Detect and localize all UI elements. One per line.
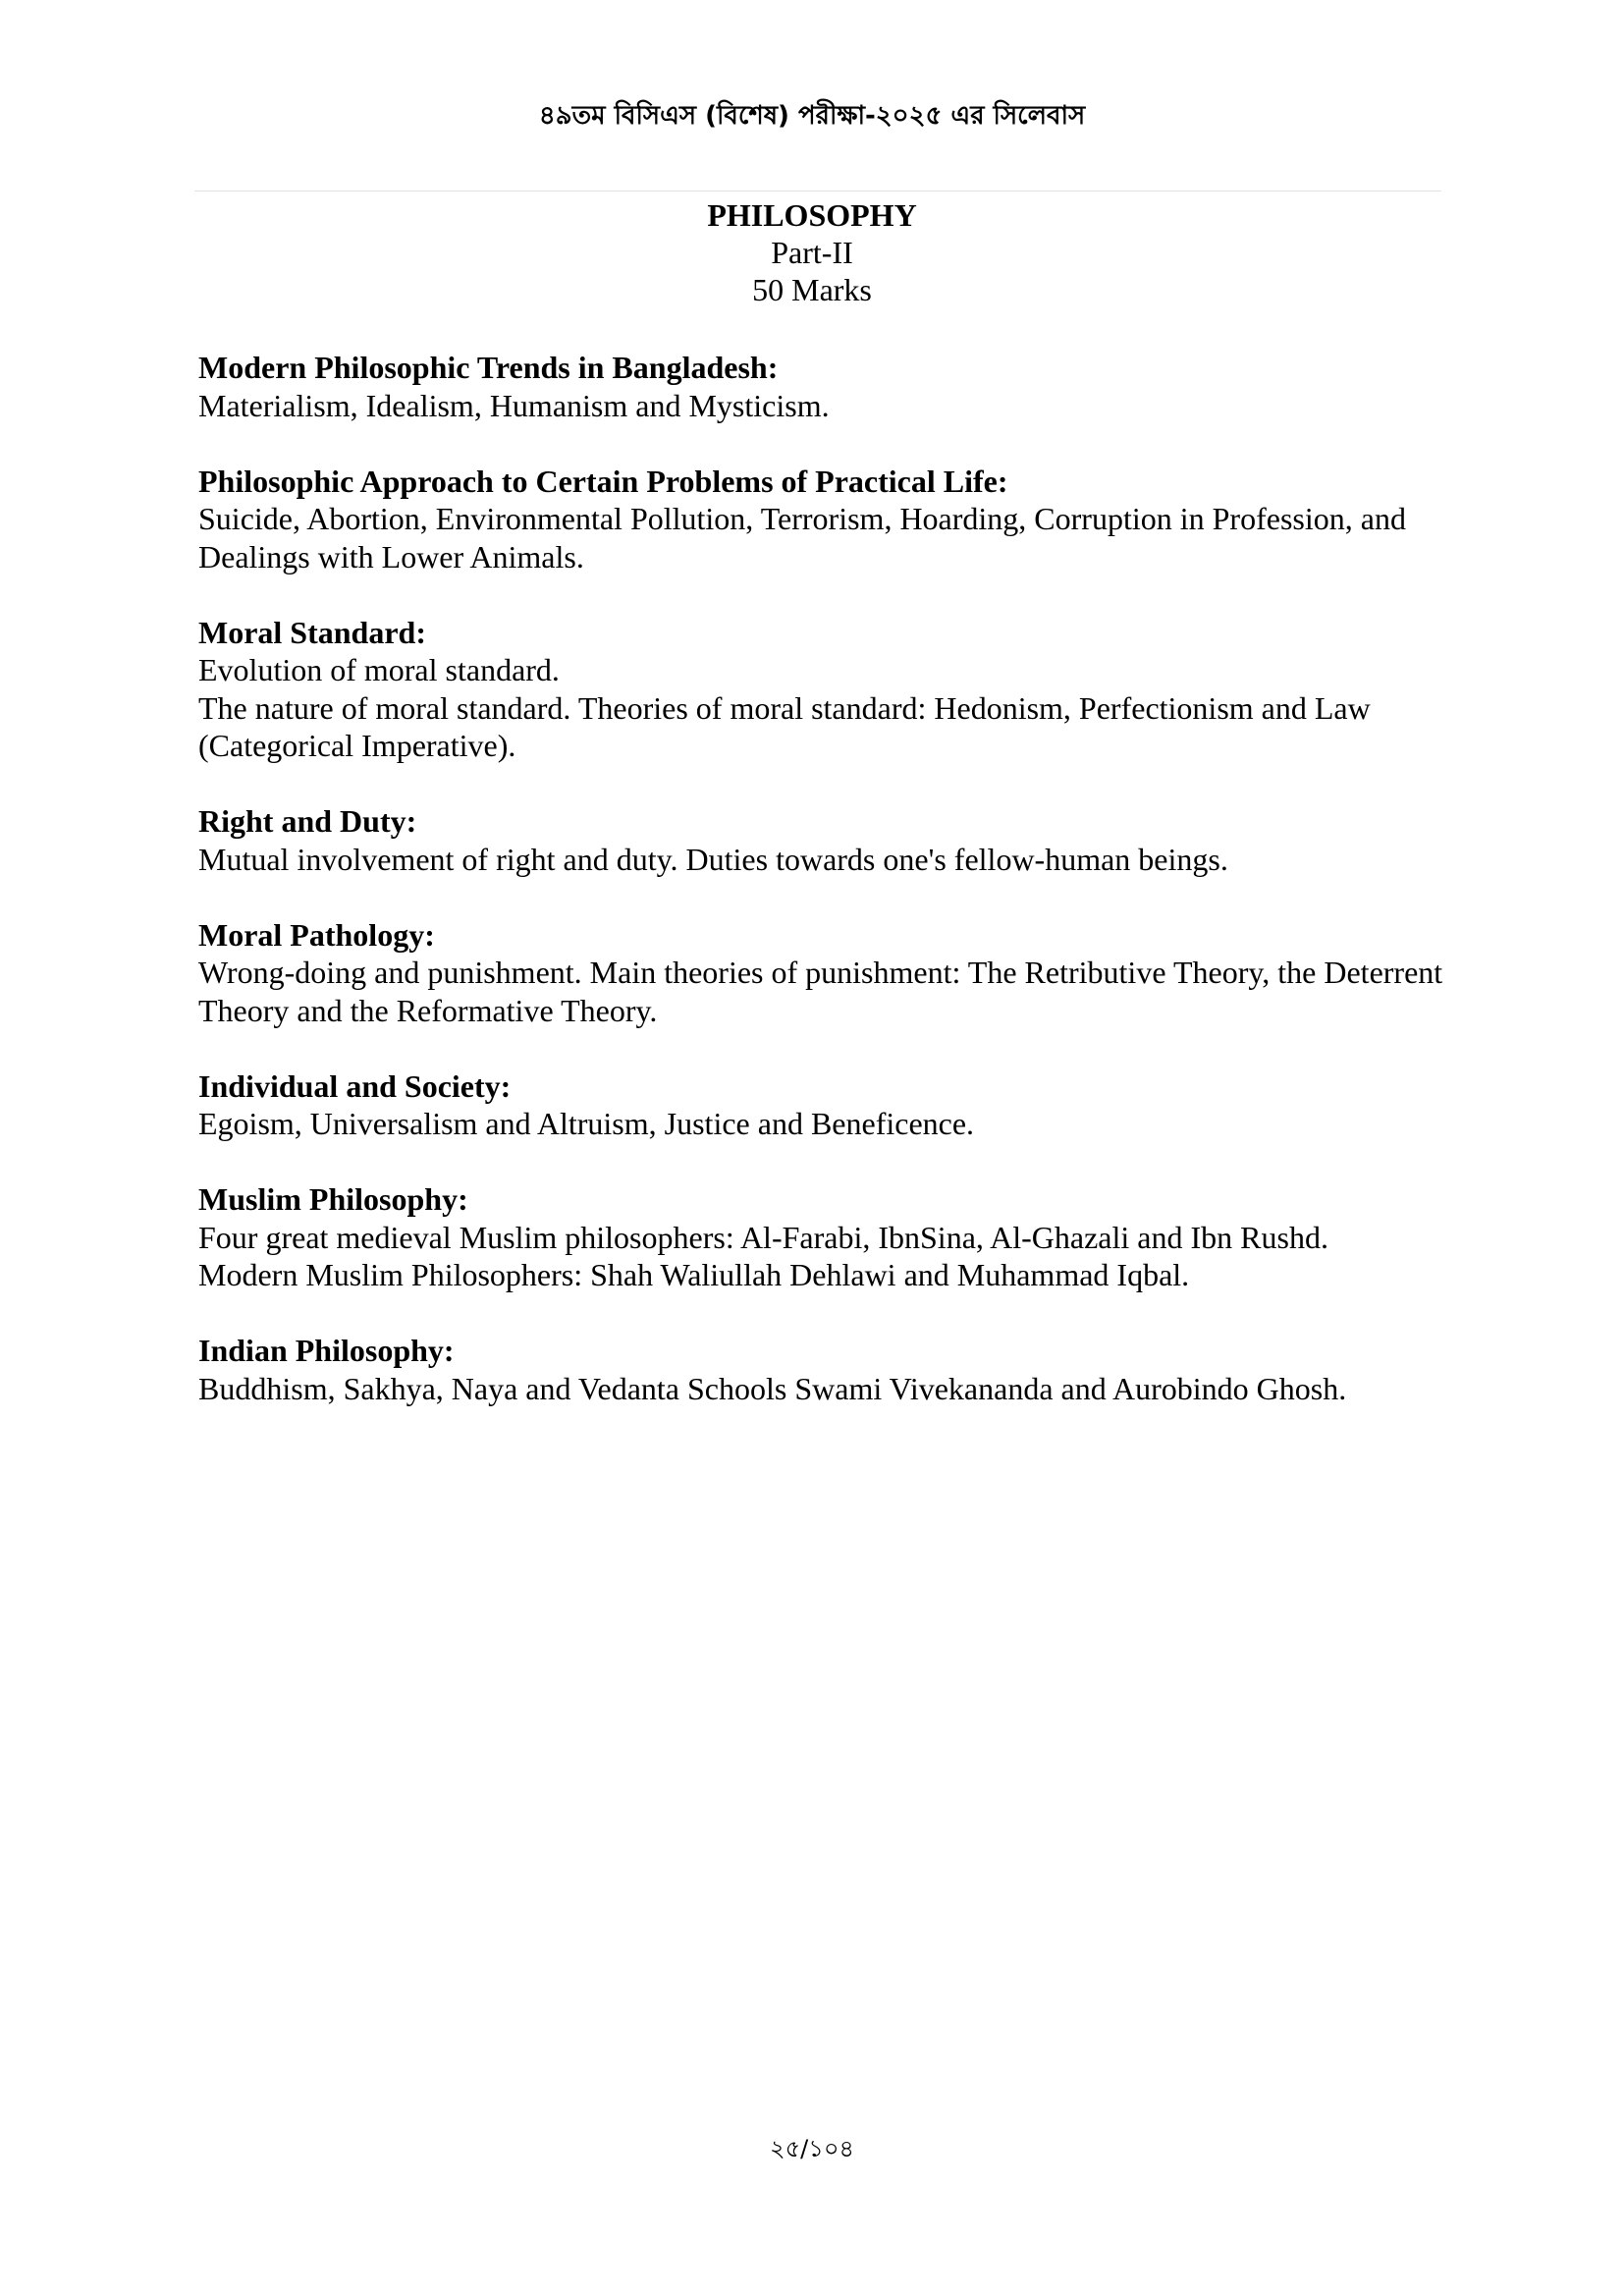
marks-label: 50 Marks	[752, 272, 872, 307]
section-heading: Philosophic Approach to Certain Problems of Practical Life:	[198, 463, 1008, 499]
section-heading: Moral Standard:	[198, 614, 426, 650]
section-heading: Right and Duty:	[198, 803, 417, 839]
section-body: Materialism, Idealism, Humanism and Mysticism.	[198, 387, 830, 423]
section-muslim-philosophy	[198, 1180, 1445, 1294]
syllabus-content	[198, 349, 1445, 1446]
section-practical-life-problems	[198, 463, 1445, 576]
section-body: Egoism, Universalism and Altruism, Justice and Beneficence.	[198, 1106, 975, 1141]
section-body: Suicide, Abortion, Environmental Pollution, Terrorism, Hoarding, Corruption in Profession, and Dealings with Lower Animals.	[198, 501, 1406, 574]
section-heading: Modern Philosophic Trends in Bangladesh:	[198, 350, 779, 385]
part-label: Part-II	[771, 235, 853, 270]
section-heading: Individual and Society:	[198, 1067, 512, 1104]
section-body: Mutual involvement of right and duty. Duties towards one's fellow-human beings.	[198, 841, 1228, 877]
section-moral-standard	[198, 614, 1445, 765]
section-heading: Moral Pathology:	[198, 916, 435, 953]
section-body: Evolution of moral standard.	[198, 652, 560, 687]
title-block	[0, 196, 1624, 308]
section-heading: Muslim Philosophy:	[198, 1181, 468, 1217]
subject-title: PHILOSOPHY	[707, 197, 917, 233]
section-individual-and-society	[198, 1067, 1445, 1143]
section-indian-philosophy	[198, 1332, 1445, 1407]
section-body: Modern Muslim Philosophers: Shah Waliullah Dehlawi and Muhammad Iqbal.	[198, 1257, 1190, 1292]
section-moral-pathology	[198, 916, 1445, 1030]
section-body: Buddhism, Sakhya, Naya and Vedanta Schools Swami Vivekananda and Aurobindo Ghosh.	[198, 1370, 1347, 1406]
page-header	[0, 96, 1624, 136]
section-right-and-duty	[198, 802, 1445, 878]
section-heading: Indian Philosophy:	[198, 1333, 455, 1368]
header-title: ৪৯তম বিসিএস (বিশেষ) পরীক্ষা-২০২৫ এর সিলেবাস	[538, 101, 1086, 131]
section-modern-philosophic-trends	[198, 349, 1445, 424]
section-body: Four great medieval Muslim philosophers: Al-Farabi, IbnSina, Al-Ghazali and Ibn Rushd.	[198, 1219, 1328, 1255]
page-number: ২৫/১০৪	[769, 2135, 855, 2162]
section-body: The nature of moral standard. Theories of moral standard: Hedonism, Perfectionism and Law (Categorical Imperative).	[198, 689, 1371, 763]
section-body: Wrong-doing and punishment. Main theories of punishment: The Retributive Theory, the Deterrent Theory and the Reformative Theory.	[198, 955, 1443, 1028]
